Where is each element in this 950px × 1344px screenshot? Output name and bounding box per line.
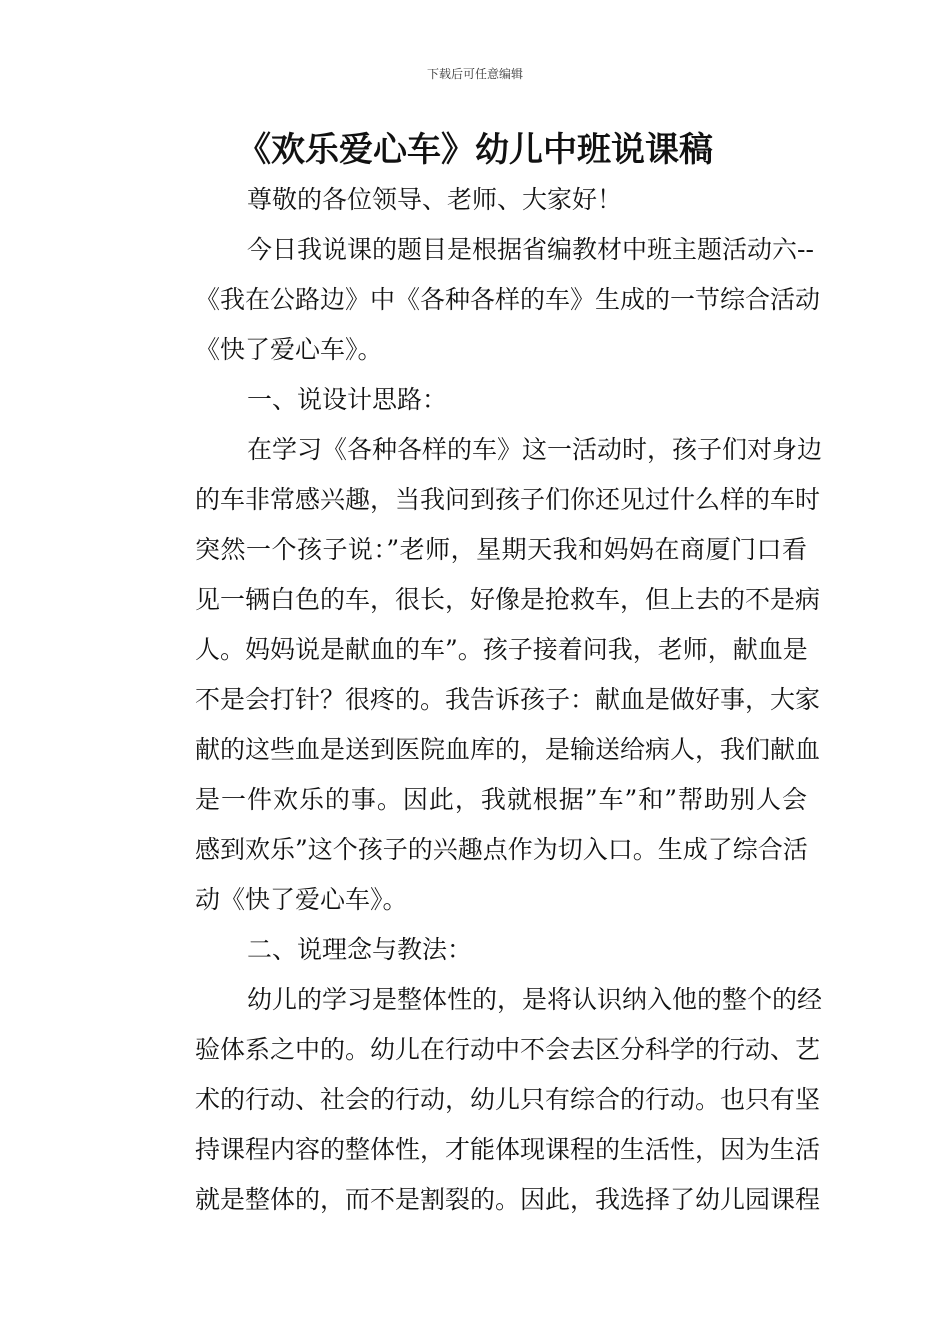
section-heading-design — [145, 375, 807, 425]
text-line: 一、说设计思路： — [247, 385, 448, 414]
header-note: 下载后可任意编辑 — [426, 67, 523, 81]
text-line: 《我在公路边》中《各种各样的车》生成的一节综合活动 — [195, 285, 821, 314]
text-line: 二、说理念与教法： — [247, 935, 473, 964]
text-line: 不是会打针？很疼的。我告诉孩子：献血是做好事，大家 — [195, 685, 821, 714]
text-line: 今日我说课的题目是根据省编教材中班主题活动六-- — [247, 235, 814, 264]
text-line: 持课程内容的整体性，才能体现课程的生活性，因为生活 — [195, 1135, 821, 1164]
text-line: 幼儿的学习是整体性的，是将认识纳入他的整个的经 — [247, 985, 823, 1014]
text-line: 见一辆白色的车，很长，好像是抢救车，但上去的不是病 — [195, 585, 821, 614]
text-line: 术的行动、社会的行动，幼儿只有综合的行动。也只有坚 — [195, 1085, 821, 1114]
text-line: 验体系之中的。幼儿在行动中不会去区分科学的行动、艺 — [195, 1035, 821, 1064]
text-line: 的车非常感兴趣，当我问到孩子们你还见过什么样的车时 — [195, 485, 821, 514]
text-line: 感到欢乐”这个孩子的兴趣点作为切入口。生成了综合活 — [195, 835, 808, 864]
text-line: 在学习《各种各样的车》这一活动时，孩子们对身边 — [247, 435, 823, 464]
paragraph-greeting — [145, 175, 807, 225]
text-line: 《快了爱心车》。 — [195, 335, 383, 364]
paragraph-topic — [145, 225, 821, 375]
paragraph-concept — [145, 975, 823, 1225]
document-body — [145, 175, 823, 1225]
text-line: 尊敬的各位领导、老师、大家好！ — [247, 185, 623, 214]
paragraph-design — [145, 425, 823, 925]
section-heading-concept — [145, 925, 807, 975]
text-line: 突然一个孩子说：”老师，星期天我和妈妈在商厦门口看 — [195, 535, 807, 564]
text-line: 就是整体的，而不是割裂的。因此，我选择了幼儿园课程 — [195, 1185, 821, 1214]
document-title: 《欢乐爱心车》幼儿中班说课稿 — [237, 130, 713, 170]
text-line: 人。妈妈说是献血的车”。孩子接着问我，老师，献血是 — [195, 635, 808, 664]
text-line: 动《快了爱心车》。 — [195, 885, 408, 914]
text-line: 献的这些血是送到医院血库的，是输送给病人，我们献血 — [195, 735, 821, 764]
text-line: 是一件欢乐的事。因此，我就根据”车”和”帮助别人会 — [195, 785, 807, 814]
